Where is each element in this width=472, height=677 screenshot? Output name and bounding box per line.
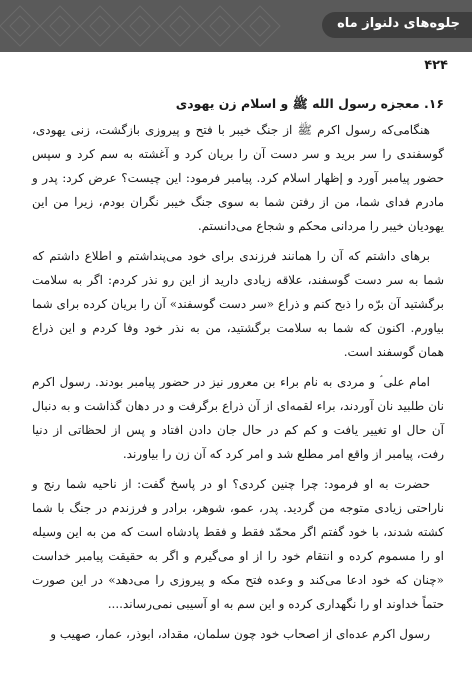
paragraph: برهای داشتم که آن را همانند فرزندی برای خود می‌پنداشتم و اطلاع داشتم که شما به سر دست گوسفند، علاقه زیادی دارید از این رو نذر کردم: اگر به سلامت برگشتید آن برّه را ذبح کنم و ذراع «سر دست گوسفند» آن را بریان کرده برای شما بیاورم. اکنون که شما به سلامت برگشتید، من به نذر خود وفا کردم و این ذراع همان گوسفند است.: [32, 249, 444, 359]
book-title: جلوه‌های دلنواز ماه: [337, 16, 460, 31]
page-number: ۴۲۴: [424, 58, 448, 73]
section-heading: ۱۶. معجزه رسول الله ﷺ و اسلام زن یهودی: [175, 96, 444, 111]
paragraph: امام علی ؑ و مردی به نام براء بن معرور نیز در حضور پیامبر بودند. رسول اکرم نان طلبید نان آوردند، براء لقمه‌ای از آن ذراع برگرفت و در دهان گذاشت و به دنبال آن حال او تغییر یافت و کم کم در حال جان دادن افتاد و پس از لحظاتی از دنیا رفت، پیامبر از واقع امر مطلع شد و امر کرد که آن زن را بیاورند.: [32, 375, 444, 461]
paragraph: رسول اکرم عده‌ای از اصحاب خود چون سلمان، مقداد، ابوذر، عمار، صهیب و: [50, 627, 430, 641]
paragraph: حضرت به او فرمود: چرا چنین کردی؟ او در پاسخ گفت: از ناحیه شما رنج و ناراحتی زیادی متوجه من گردید. پدر، عمو، شوهر، برادر و فرزندم در جنگ با شما کشته شدند، با خود گفتم اگر محمّد فقط و فقط پادشاه است که من به این وسیله او را مسموم کرده و انتقام خود را از او می‌گیرم و اگر به حقیقت پیامبر خداست «چنان که خود ادعا می‌کند و وعده فتح مکه و پیروزی را می‌دهد» در این صورت حتماً خداوند او را نگهداری کرده و این سم به او آسیبی نمی‌رساند....: [32, 477, 444, 611]
paragraph: هنگامی‌که رسول اکرم ﷺ از جنگ خیبر با فتح و پیروزی بازگشت، زنی یهودی، گوسفندی را سر برید و سر دست آن را بریان کرد و آغشته به سم کرد و سپس حضور پیامبر آورد و إظهار اسلام کرد. پیامبر فرمود: این چیست؟ عرض کرد: پدر و مادرم فدای شما، من از رفتن شما به سوی جنگ خیبر نگران بودم، زیرا من این یهودیان خیبر را مردانی محکم و شجاع می‌دانستم.: [32, 123, 444, 233]
page-header: [0, 0, 472, 52]
page-body: [32, 92, 444, 652]
decorative-pattern: [0, 0, 300, 52]
